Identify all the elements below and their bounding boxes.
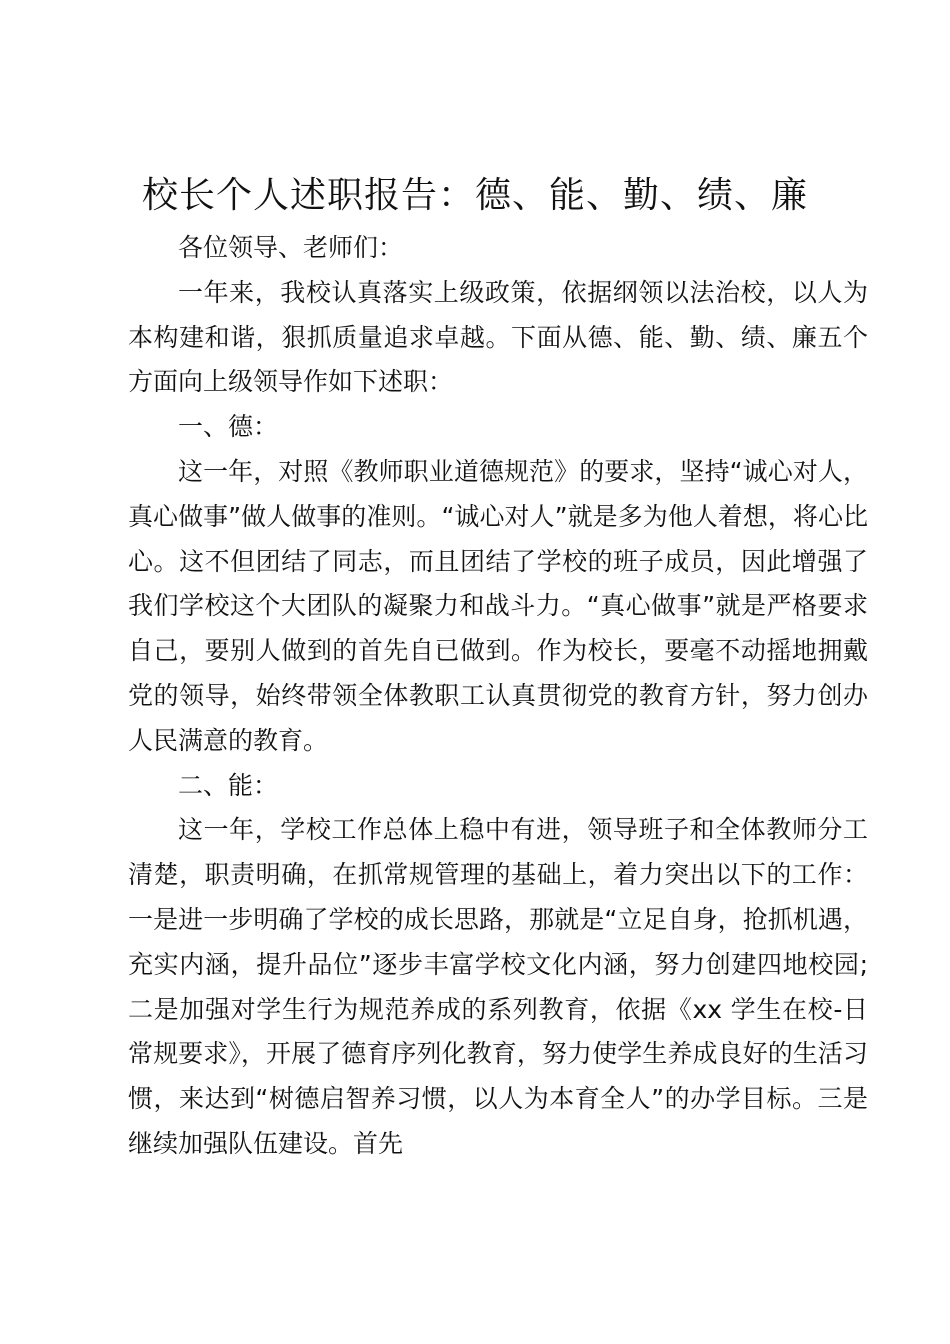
- ability-paragraph: 这一年，学校工作总体上稳中有进，领导班子和全体教师分工清楚，职责明确，在抓常规管理的基础上，着力突出以下的工作：一是进一步明确了学校的成长思路，那就是“立足自身，抢抓机遇，充实内涵，提升品位”逐步丰富学校文化内涵，努力创建四地校园;二是加强对学生行为规范养成的系列教育，依据《xx 学生在校-日常规要求》，开展了德育序列化教育，努力使学生养成良好的生活习惯，来达到“树德启智养习惯，以人为本育全人”的办学目标。三是继续加强队伍建设。首先: [128, 815, 868, 1158]
- virtue-paragraph: 这一年，对照《教师职业道德规范》的要求，坚持“诚心对人，真心做事”做人做事的准则。“诚心对人”就是多为他人着想，将心比心。这不但团结了同志，而且团结了学校的班子成员，因此增强了我们学校这个大团队的凝聚力和战斗力。“真心做事”就是严格要求自己，要别人做到的首先自已做到。作为校长，要毫不动摇地拥戴党的领导，始终带领全体教职工认真贯彻党的教育方针，努力创办人民满意的教育。: [128, 456, 868, 755]
- section-heading-ability: 二、能：: [178, 770, 279, 800]
- document-title: 校长个人述职报告：德、能、勤、绩、廉: [141, 175, 808, 216]
- salutation-paragraph: 各位领导、老师们：: [178, 233, 404, 262]
- intro-paragraph: 一年来，我校认真落实上级政策，依据纲领以法治校，以人为本构建和谐，狠抓质量追求卓越。下面从德、能、勤、绩、廉五个方面向上级领导作如下述职：: [128, 277, 868, 397]
- document-body: [128, 226, 868, 1167]
- section-heading-virtue: 一、德：: [178, 412, 279, 442]
